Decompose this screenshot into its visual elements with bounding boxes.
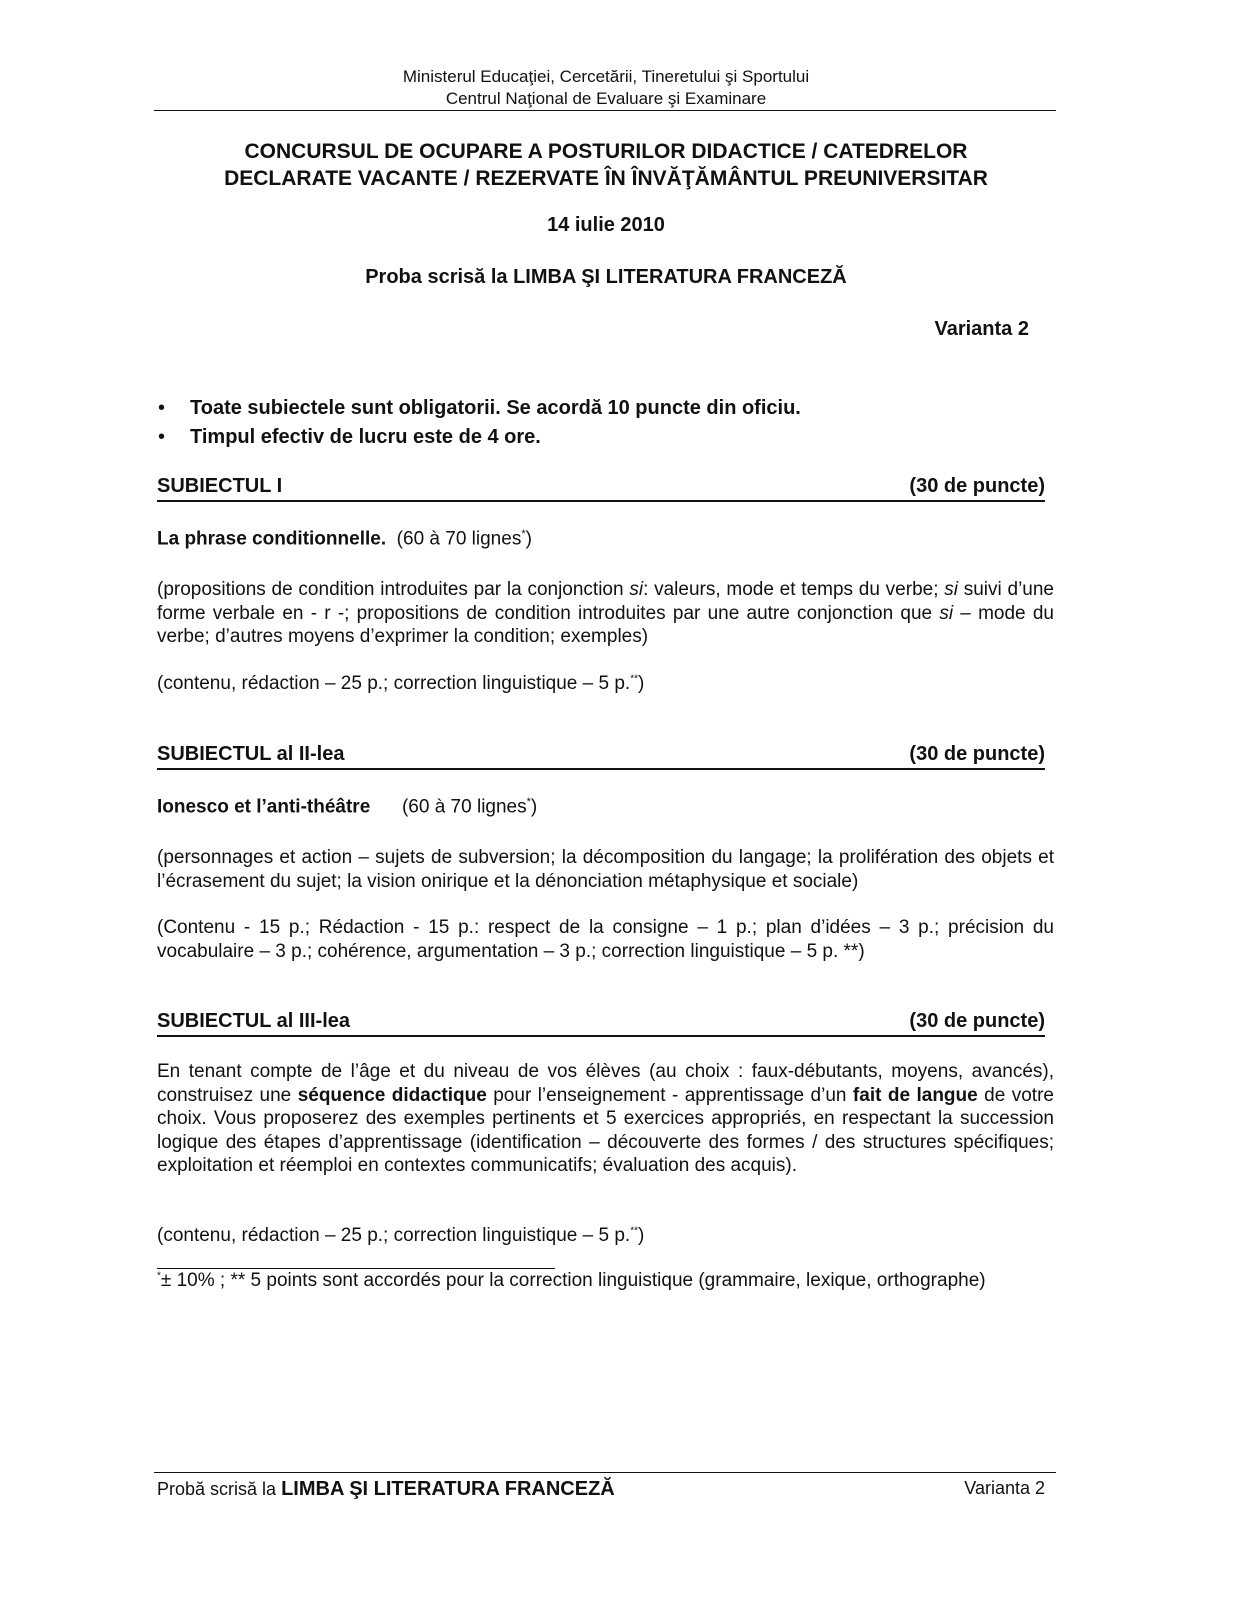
subject-3-points: (30 de puncte) (909, 1010, 1045, 1032)
subject-2-heading (157, 742, 1045, 770)
subject-3-grading: (contenu, rédaction – 25 p.; correction linguistique – 5 p.**) (157, 1225, 645, 1246)
footer-probe: Probă scrisă la LIMBA ŞI LITERATURA FRANCEZĂ (157, 1478, 615, 1500)
subject-2-points: (30 de puncte) (909, 743, 1045, 765)
ministry-name: Ministerul Educaţiei, Cercetării, Tineretului şi Sportului (402, 67, 810, 86)
subject-1-title: SUBIECTUL I (157, 475, 283, 497)
subject-1-heading (157, 474, 1045, 502)
subject-2-title: SUBIECTUL al II-lea (157, 743, 345, 765)
footer-variant: Varianta 2 (964, 1478, 1045, 1498)
instruction-item: • Timpul efectiv de lucru este de 4 ore. (156, 423, 1056, 452)
subject-1-grading: (contenu, rédaction – 25 p.; correction linguistique – 5 p.**) (157, 673, 645, 694)
instruction-item: • Toate subiectele sunt obligatorii. Se acordă 10 puncte din oficiu. (156, 394, 1056, 423)
bullet-icon: • (158, 397, 166, 419)
bullet-icon: • (158, 426, 166, 448)
exam-title-line-1: CONCURSUL DE OCUPARE A POSTURILOR DIDACTICE / CATEDRELOR (244, 140, 968, 163)
exam-title (156, 138, 1056, 192)
footnote: *± 10% ; ** 5 points sont accordés pour la correction linguistique (grammaire, lexique, orthographe) (157, 1270, 986, 1291)
probe-title: Proba scrisă la LIMBA ŞI LITERATURA FRANCEZĂ (365, 266, 847, 288)
subject-1-description: (propositions de condition introduites par la conjonction si: valeurs, mode et temps du verbe; si suivi d’une forme verbale en - r -; propositions de condition introduites par une autre conjonction que si – mode du verbe; d’autres moyens d’exprimer la condition; exemples) (157, 579, 1055, 647)
center-name: Centrul Naţional de Evaluare şi Examinare (445, 89, 767, 108)
subject-3-title: SUBIECTUL al III-lea (157, 1010, 351, 1032)
subject-1-points: (30 de puncte) (909, 475, 1045, 497)
subject-2-topic: Ionesco et l’anti-théâtre (60 à 70 lignes*) (157, 796, 538, 818)
subject-2-grading: (Contenu - 15 p.; Rédaction - 15 p.: respect de la consigne – 1 p.; plan d’idées – 3 p.; précision du vocabulaire – 3 p.; cohérence, argumentation – 3 p.; correction linguistique – 5 p. **) (157, 917, 1054, 962)
variant-label: Varianta 2 (934, 318, 1029, 340)
instructions-list (156, 394, 1056, 452)
header-rule (154, 110, 1056, 111)
subject-1-topic: La phrase conditionnelle. (60 à 70 lignes*) (157, 528, 532, 550)
subject-3-task: En tenant compte de l’âge et du niveau de vos élèves (au choix : faux-débutants, moyens, avancés), construisez une séquence didactique pour l’enseignement - apprentissage d’un fait de langue de votre choix. Vous proposerez des exemples pertinents et 5 exercices appropriés, en respectant la succession logique des étapes d’apprentissage (identification – découverte des formes / des structures spécifiques; exploitation et réemploi en contextes communicatifs; évaluation des acquis). (157, 1061, 1054, 1176)
exam-title-line-2: DECLARATE VACANTE / REZERVATE ÎN ÎNVĂŢĂMÂNTUL PREUNIVERSITAR (224, 167, 988, 190)
subject-3-heading (157, 1009, 1045, 1037)
footer-rule (154, 1472, 1056, 1473)
exam-date: 14 iulie 2010 (547, 214, 665, 236)
footnote-rule (157, 1268, 555, 1269)
subject-2-description: (personnages et action – sujets de subversion; la décomposition du langage; la prolifération des objets et l’écrasement du sujet; la vision onirique et la dénonciation métaphysique et sociale) (157, 847, 1054, 892)
